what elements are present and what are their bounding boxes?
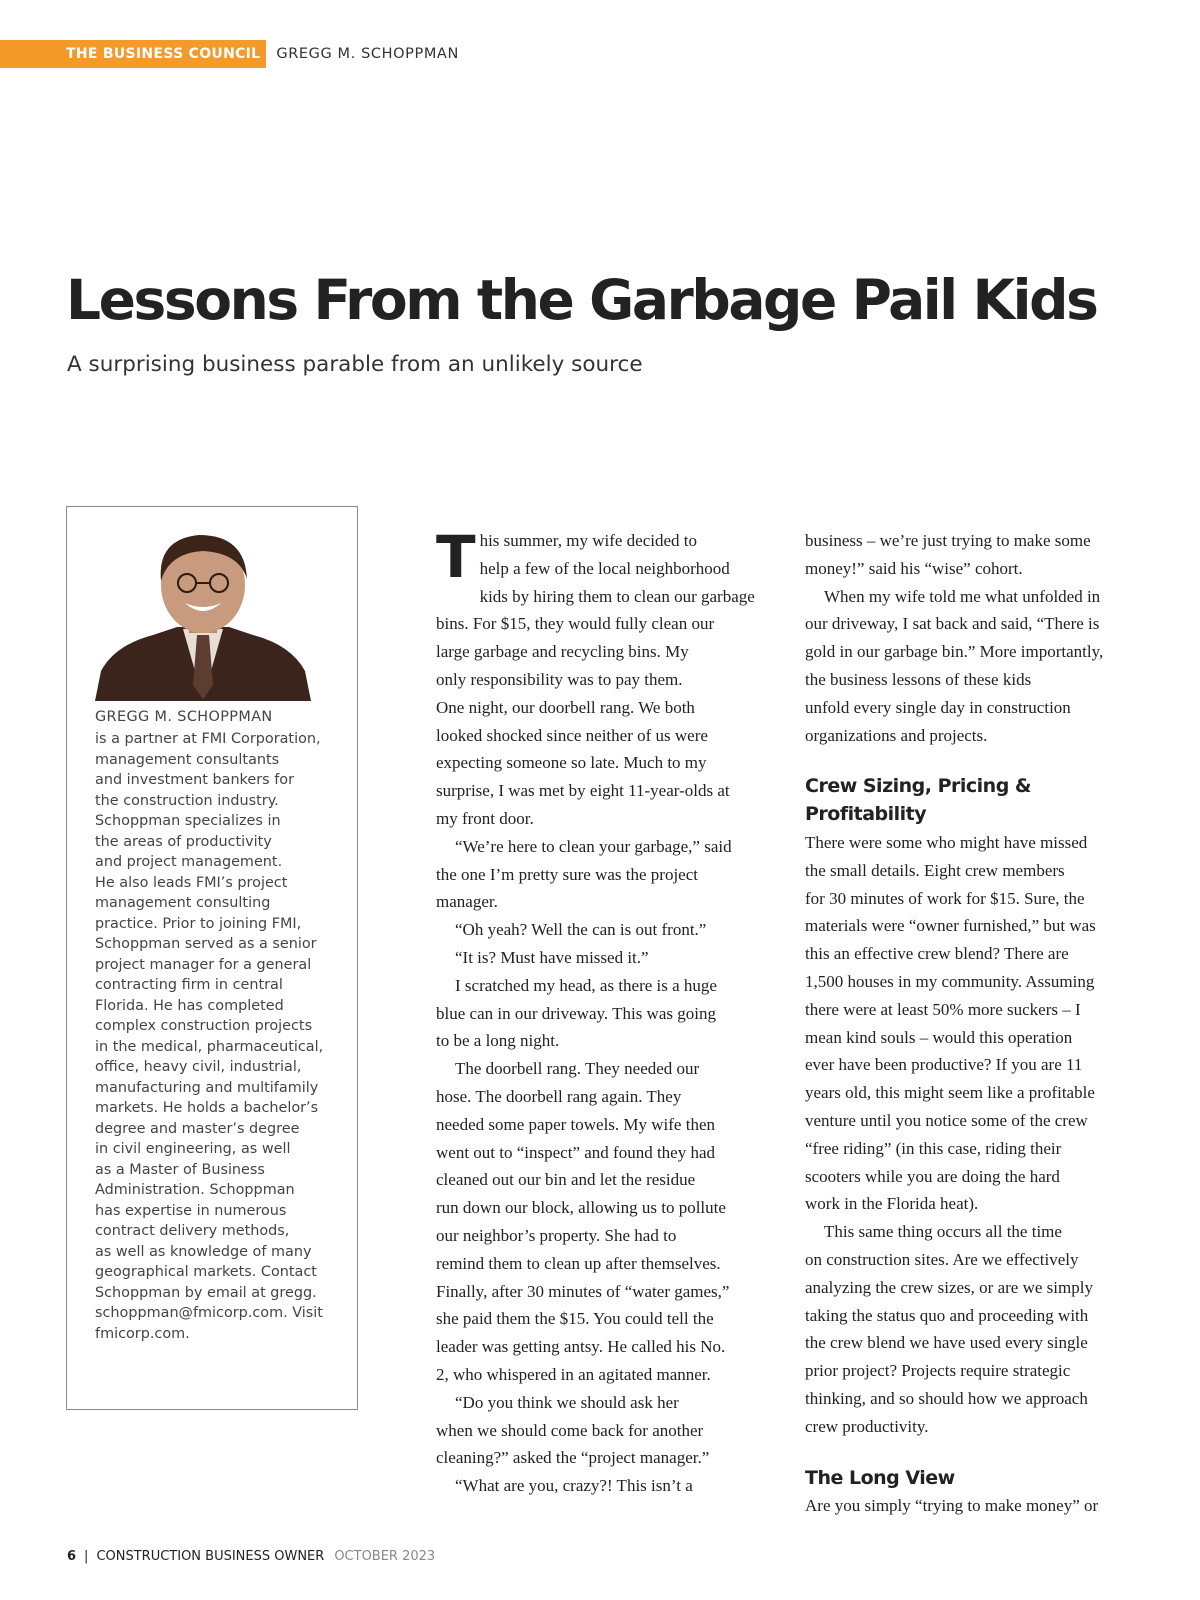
paragraph: “What are you, crazy?! This isn’t a — [455, 1476, 693, 1496]
paragraph: One night, our doorbell rang. We both looked shocked since neither of us were expecting someone so late. Much to my surprise, I was met by eight 11-year-olds at my front door. — [436, 697, 730, 828]
paragraph: business – we’re just trying to make some money!” said his “wise” cohort. — [805, 531, 1091, 578]
paragraph: “It is? Must have missed it.” — [455, 947, 649, 967]
paragraph: I scratched my head, as there is a huge blue can in our driveway. This was going to be a long night. — [436, 975, 717, 1051]
paragraph: There were some who might have missed the small details. Eight crew members for 30 minutes of work for $15. Sure, the materials were “owner furnished,” but was this an effective crew blend? There are 1,500 houses in my community. Assuming there were at least 50% more suckers – I mean kind souls – would this operation ever have been productive? If you are 11 years old, this might seem like a profitable venture until you notice some of the crew “free riding” (in this case, riding their scooters while you are doing the hard work in the Florida heat). — [805, 832, 1096, 1214]
publication-name: CONSTRUCTION BUSINESS OWNER — [96, 1549, 325, 1564]
header-author: GREGG M. SCHOPPMAN — [276, 46, 459, 62]
issue-date: OCTOBER 2023 — [334, 1549, 436, 1564]
article-column-2 — [805, 527, 1150, 1520]
header-bar — [0, 40, 459, 68]
drop-cap: T — [436, 523, 476, 591]
footer-separator: | — [84, 1549, 89, 1564]
section-label: THE BUSINESS COUNCIL — [0, 40, 266, 68]
paragraph: When my wife told me what unfolded in our driveway, I sat back and said, “There is gold in our garbage bin.” More importantly, the business lessons of these kids unfold every single day in construction organizations and projects. — [805, 586, 1104, 745]
paragraph: “Do you think we should ask her when we should come back for another cleaning?” asked the “project manager.” — [436, 1392, 710, 1468]
paragraph: The doorbell rang. They needed our hose. The doorbell rang again. They needed some paper towels. My wife then went out to “inspect” and found they had cleaned out our bin and let the residue run down our block, allowing us to pollute our neighbor’s property. She had to remind them to clean up after themselves. Finally, after 30 minutes of “water games,” she paid them the $15. You could tell the leader was getting antsy. He called his No. 2, who whispered in an agitated manner. — [436, 1059, 730, 1384]
page-number: 6 — [67, 1549, 77, 1564]
article-column-1 — [436, 523, 776, 1500]
page-footer — [67, 1549, 435, 1564]
subhead-crew-sizing: Crew Sizing, Pricing & Profitability — [805, 775, 1031, 826]
author-portrait — [95, 523, 311, 701]
bio-name: GREGG M. SCHOPPMAN — [95, 709, 273, 725]
article-deck: A surprising business parable from an unlikely source — [67, 352, 643, 377]
author-bio-box — [66, 506, 358, 1410]
paragraph: This same thing occurs all the time on construction sites. Are we effectively analyzing the crew sizes, or are we simply taking the status quo and proceeding with the crew blend we have used every single prior project? Projects require strategic thinking, and so should how we approach crew productivity. — [805, 1222, 1093, 1436]
paragraph: “Oh yeah? Well the can is out front.” — [455, 920, 707, 940]
article-title: Lessons From the Garbage Pail Kids — [66, 268, 1097, 332]
paragraph: his summer, my wife decided to help a few of the local neighborhood kids by hiring them to clean our garbage bins. For $15, they would fully clean our large garbage and recycling bins. My only responsibility was to pay them. — [436, 531, 755, 689]
paragraph: “We’re here to clean your garbage,” said the one I’m pretty sure was the project manager. — [436, 836, 732, 912]
paragraph: Are you simply “trying to make money” or — [805, 1496, 1099, 1516]
bio-text: is a partner at FMI Corporation, management consultants and investment bankers for the construction industry. Schoppman specializes in the areas of productivity and project management. He also leads FMI’s project management consulting practice. Prior to joining FMI, Schoppman served as a senior project manager for a general contracting firm in central Florida. He has completed complex construction projects in the medical, pharmaceutical, office, heavy civil, industrial, manufacturing and multifamily markets. He holds a bachelor’s degree and master’s degree in civil engineering, as well as a Master of Business Administration. Schoppman has expertise in numerous contract delivery methods, as well as knowledge of many geographical markets. Contact Schoppman by email at gregg. schoppman@fmicorp.com. Visit fmicorp.com. — [95, 731, 324, 1342]
subhead-long-view: The Long View — [805, 1466, 955, 1489]
